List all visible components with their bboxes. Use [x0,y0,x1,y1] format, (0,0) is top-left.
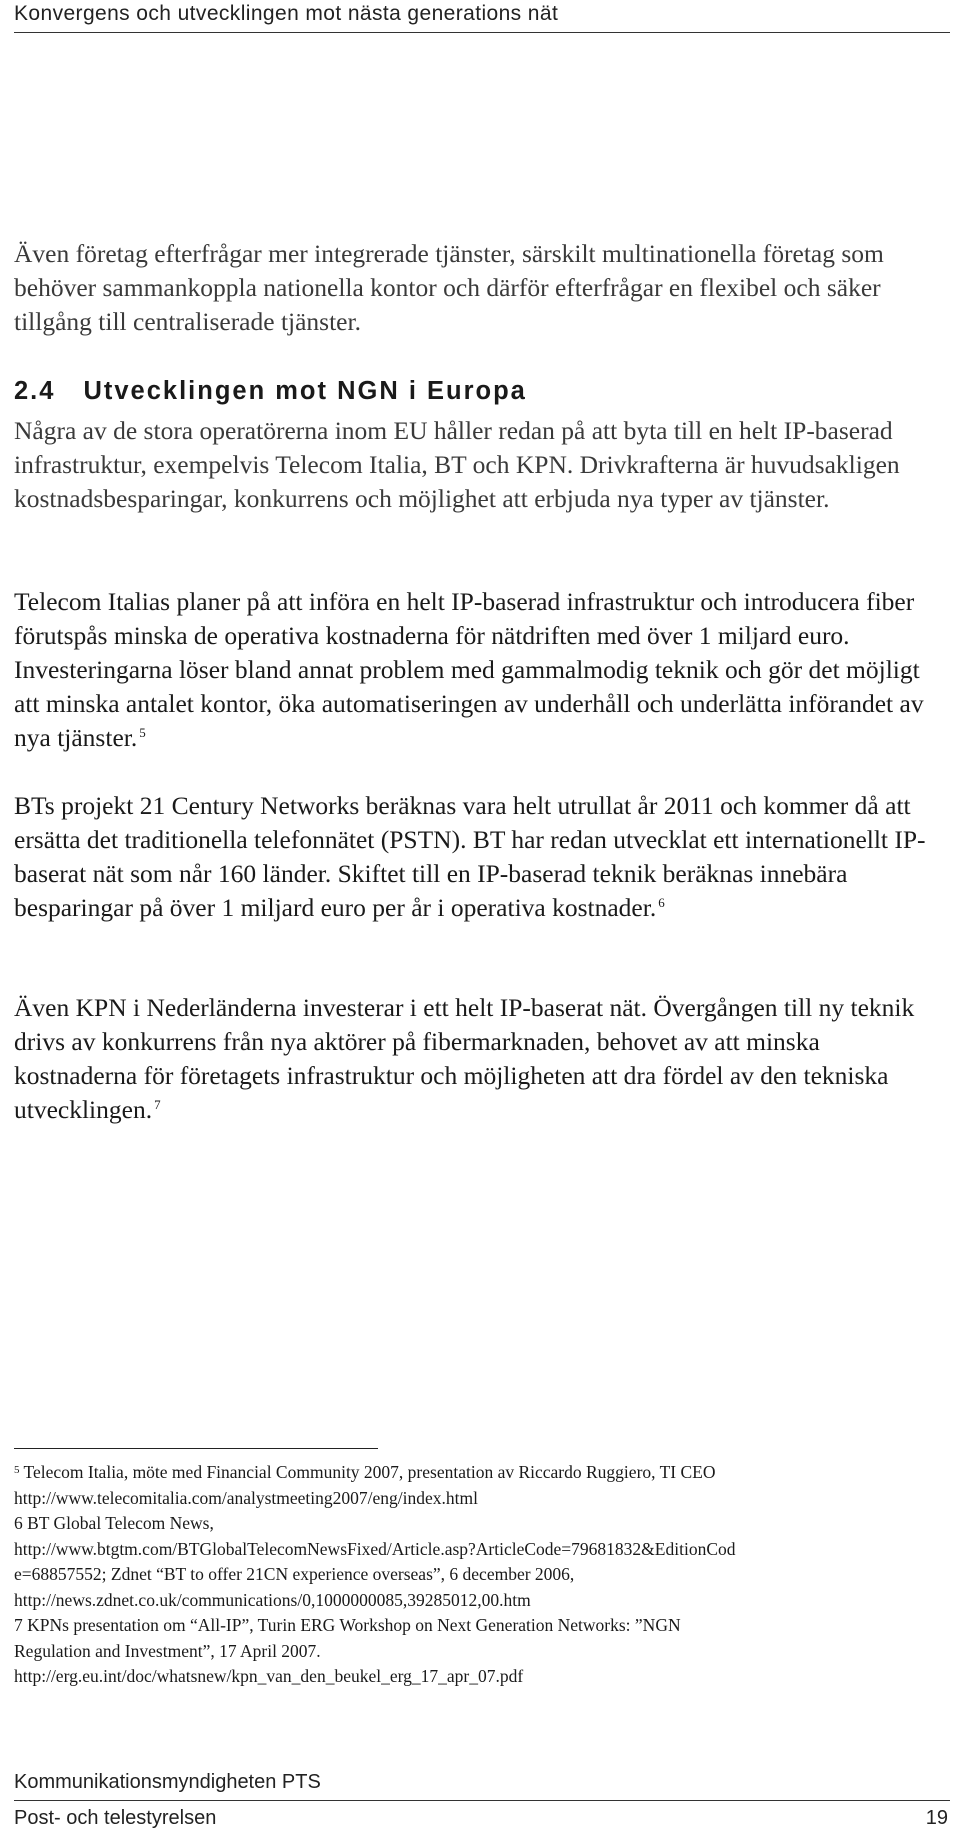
paragraph-bt-21cn [14,789,949,925]
section-title: Utvecklingen mot NGN i Europa [83,377,527,405]
paragraph-telecom-italia-text: Telecom Italias planer på att införa en helt IP-baserad infrastruktur och introducera fiber förutspås minska de operativa kostnaderna för nätdriften med över 1 miljard euro. Investeringarna löser bland annat problem med gammalmodig teknik och gör det möjligt att minska antalet kontor, öka automatiseringen av underhåll och underlätta införandet av nya tjänster. [14,587,924,752]
section-heading [14,374,527,408]
header-divider [14,32,950,33]
footnote-5-text: Telecom Italia, möte med Financial Community 2007, presentation av Riccardo Ruggiero, TI CEO [23,1462,716,1482]
footnote-7-link[interactable]: http://erg.eu.int/doc/whatsnew/kpn_van_den_beukel_erg_17_apr_07.pdf [14,1666,524,1686]
paragraph-kpn [14,991,949,1127]
page-number: 19 [925,1807,948,1829]
paragraph-kpn-text: Även KPN i Nederländerna investerar i ett helt IP-baserat nät. Övergången till ny teknik drivs av konkurrens från nya aktörer på fibermarknaden, behovet av att minska kostnaderna för företagets infrastruktur och möjligheten att dra fördel av den tekniska utvecklingen. [14,993,915,1124]
running-header: Konvergens och utvecklingen mot nästa generations nät [14,2,559,25]
paragraph-enterprise-demand: Även företag efterfrågar mer integrerade tjänster, särskilt multinationella företag som behöver sammankoppla nationella kontor och därför efterfrågar en flexibel och säker tillgång till centraliserade tjänster. [14,239,884,336]
footnote-5 [14,1460,949,1486]
footnote-7-text: Regulation and Investment”, 17 April 2007. [14,1640,321,1661]
footnote-6-text: e=68857552; Zdnet “BT to offer 21CN experience overseas”, 6 december 2006, [14,1564,575,1584]
footnote-6: 6 BT Global Telecom News, [14,1513,214,1533]
footer-organization: Kommunikationsmyndigheten PTS [14,1771,321,1793]
footnote-6-link-zdnet[interactable]: http://news.zdnet.co.uk/communications/0,1000000085,39285012,00.htm [14,1589,531,1610]
footnote-ref-7: 7 [154,1097,161,1112]
paragraph-telecom-italia [14,585,949,755]
footer-divider [14,1800,950,1801]
section-number: 2.4 [14,377,56,405]
footnote-6-link[interactable]: http://www.btgtm.com/BTGlobalTelecomNewsFixed/Article.asp?ArticleCode=79681832&EditionCod [14,1538,736,1559]
footnote-5-number: 5 [14,1464,20,1476]
footnote-divider [14,1448,378,1449]
paragraph-eu-operators: Några av de stora operatörerna inom EU håller redan på att byta till en helt IP-baserad infrastruktur, exempelvis Telecom Italia, BT och KPN. Drivkrafterna är huvudsakligen kostnadsbesparingar, konkurrens och möjlighet att erbjuda nya typer av tjänster. [14,416,900,513]
footnote-ref-6: 6 [658,895,665,910]
paragraph-bt-21cn-text: BTs projekt 21 Century Networks beräknas vara helt utrullat år 2011 och kommer då att ersätta det traditionella telefonnätet (PSTN). BT har redan utvecklat ett internationellt IP-baserat nät som når 160 länder. Skiftet till en IP-baserad teknik beräknas innebära besparingar på över 1 miljard euro per år i operativa kostnader. [14,791,926,922]
footnote-7: 7 KPNs presentation om “All-IP”, Turin ERG Workshop on Next Generation Networks: ”NGN [14,1615,681,1635]
footnote-ref-5: 5 [139,725,146,740]
footnotes [14,1460,949,1690]
footnote-5-link[interactable]: http://www.telecomitalia.com/analystmeeting2007/eng/index.html [14,1487,478,1508]
footer-publisher: Post- och telestyrelsen [14,1807,217,1829]
